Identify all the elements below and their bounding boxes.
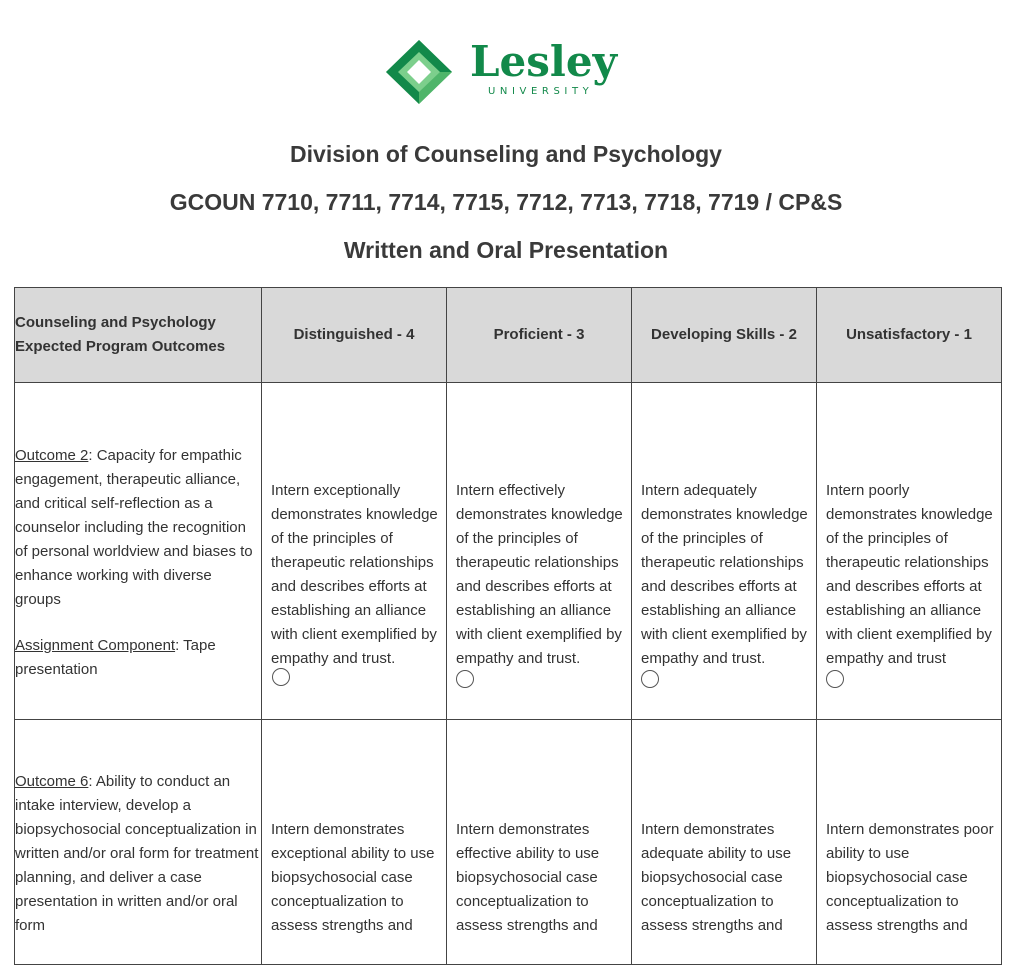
rating-description: Intern exceptionally demonstrates knowledge of the principles of therapeutic relationships and describes efforts at establishing an alliance with client exemplified by empathy and trust.	[271, 482, 438, 667]
rubric-title: Written and Oral Presentation	[343, 237, 669, 263]
rubric-table	[14, 287, 1002, 965]
rating-description: Intern effectively demonstrates knowledge of the principles of therapeutic relationships and describes efforts at establishing an alliance with client exemplified by empathy and trust.	[456, 482, 623, 667]
outcome-label: Outcome 6	[15, 773, 89, 790]
outcome-label: Outcome 2	[15, 447, 89, 464]
rating-description: Intern demonstrates effective ability to use biopsychosocial case conceptualization to assess strengths and	[456, 821, 600, 934]
rating-cell-unsatisfactory	[817, 720, 1002, 965]
rating-radio-unsatisfactory[interactable]	[826, 670, 844, 688]
rating-cell-distinguished	[262, 383, 447, 720]
level-header-proficient: Proficient - 3	[447, 288, 632, 383]
lesley-university-logo	[386, 37, 626, 104]
rating-description: Intern demonstrates exceptional ability to use biopsychosocial case conceptualization to assess strengths and	[271, 821, 435, 934]
rating-cell-proficient	[447, 383, 632, 720]
rating-description: Intern demonstrates adequate ability to use biopsychosocial case conceptualization to assess strengths and	[641, 821, 792, 934]
outcome-text: : Capacity for empathic engagement, therapeutic alliance, and critical self-reflection as a counselor including the recognition of personal worldview and biases to enhance working with diverse groups	[15, 447, 253, 608]
logo-wordmark: Lesley	[470, 37, 617, 86]
level-header-distinguished: Distinguished - 4	[262, 288, 447, 383]
lesley-diamond-logo-icon	[386, 40, 452, 104]
division-heading: Division of Counseling and Psychology	[290, 141, 722, 167]
rating-radio-distinguished[interactable]	[272, 668, 290, 686]
table-row	[15, 383, 1002, 720]
rating-description: Intern demonstrates poor ability to use biopsychosocial case conceptualization to assess strengths and	[826, 821, 994, 934]
table-row	[15, 720, 1002, 965]
rubric-header-row	[15, 288, 1002, 383]
logo-subtitle: UNIVERSITY	[488, 86, 594, 97]
outcome-cell	[15, 720, 262, 965]
rating-cell-distinguished	[262, 720, 447, 965]
assignment-label: Assignment Component	[15, 637, 176, 654]
level-header-developing: Developing Skills - 2	[632, 288, 817, 383]
rating-cell-developing	[632, 720, 817, 965]
rating-cell-unsatisfactory	[817, 383, 1002, 720]
assignment-text: : Tape presentation	[15, 637, 216, 678]
rating-description: Intern adequately demonstrates knowledge of the principles of therapeutic relationships and describes efforts at establishing an alliance with client exemplified by empathy and trust.	[641, 482, 808, 667]
rating-description: Intern poorly demonstrates knowledge of the principles of therapeutic relationships and describes efforts at establishing an alliance with client exemplified by empathy and trust	[826, 482, 993, 667]
rating-cell-developing	[632, 383, 817, 720]
course-codes-heading: GCOUN 7710, 7711, 7714, 7715, 7712, 7713, 7718, 7719 / CP&S	[169, 189, 843, 215]
outcomes-column-header: Counseling and Psychology Expected Program Outcomes	[15, 288, 262, 383]
rating-cell-proficient	[447, 720, 632, 965]
rating-radio-developing[interactable]	[641, 670, 659, 688]
outcome-cell	[15, 383, 262, 720]
rating-radio-proficient[interactable]	[456, 670, 474, 688]
outcome-text: : Ability to conduct an intake interview, develop a biopsychosocial conceptualization in written and/or oral form for treatment planning, and deliver a case presentation in written and/or oral form	[15, 773, 259, 934]
level-header-unsatisfactory: Unsatisfactory - 1	[817, 288, 1002, 383]
